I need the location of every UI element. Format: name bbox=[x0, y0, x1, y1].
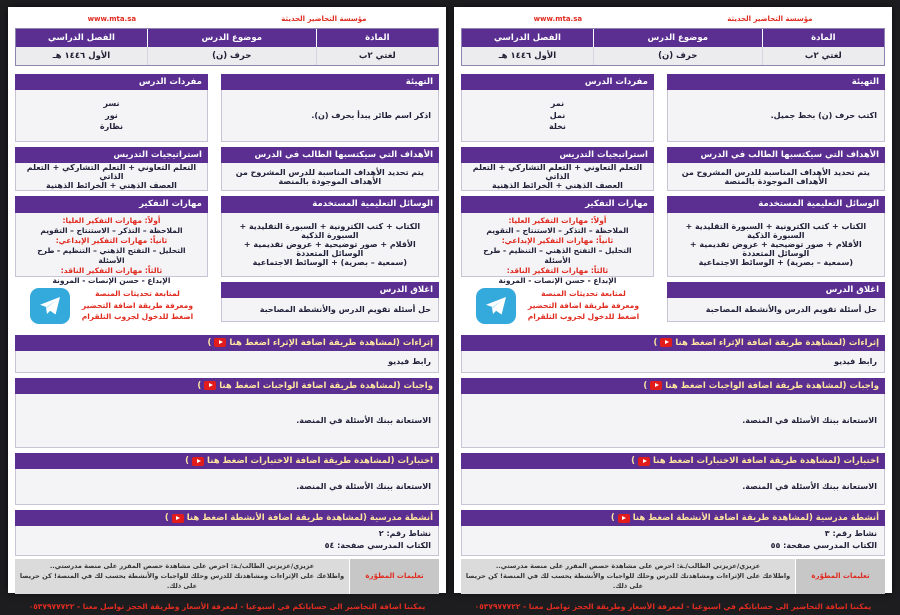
activity-number: نشاط رقم: ٣ bbox=[824, 529, 877, 539]
youtube-icon bbox=[650, 381, 662, 390]
enrichments-content: رابط فيديو bbox=[15, 351, 439, 373]
youtube-icon bbox=[214, 338, 226, 347]
col-header-semester: الفصل الدراسي bbox=[462, 29, 593, 47]
platform-instructions bbox=[461, 559, 885, 593]
telegram-promo[interactable] bbox=[15, 282, 208, 330]
col-header-topic: موضوع الدرس bbox=[593, 29, 762, 47]
contact-footer: يمكننا اضافة التحاضير الى حساباتكم في اسبوعيا - لمعرفة الأسعار وطريقة الحجز تواصل معنا - ٠٥٣٧٩٧٧٧٢٢ bbox=[28, 601, 426, 611]
school-activities-content bbox=[461, 526, 885, 556]
enrichments-header[interactable]: إثراءات (لمشاهدة طريقة اضافة الإثراء اضغط هنا ) bbox=[15, 335, 439, 351]
youtube-icon bbox=[660, 338, 672, 347]
section-header-strategies: استراتيجيات التدريس bbox=[461, 147, 654, 163]
school-activities-header[interactable]: أنشطة مدرسية (لمشاهدة طريقة اضافة الأنشطة اضغط هنا ) bbox=[15, 510, 439, 526]
lesson-info-table bbox=[15, 28, 439, 66]
platform-instructions bbox=[15, 559, 439, 593]
book-page: الكتاب المدرسي صفحة: ٥٥ bbox=[770, 541, 877, 551]
lesson-page-right bbox=[454, 7, 892, 611]
homework-header[interactable]: واجبات (لمشاهدة طريقة اضافة الواجبات اضغط هنا ) bbox=[461, 378, 885, 394]
subject-value: لغتي ٢ب bbox=[316, 47, 438, 65]
book-page: الكتاب المدرسي صفحة: ٥٤ bbox=[324, 541, 431, 551]
col-header-topic: موضوع الدرس bbox=[147, 29, 316, 47]
semester-value: الأول ١٤٤٦ هـ bbox=[16, 47, 147, 65]
col-header-subject: المادة bbox=[762, 29, 884, 47]
youtube-icon bbox=[192, 457, 204, 466]
strategies-content: التعلم التعاوني + التعلم التشاركي + التعلم الذاتي العصف الذهني + الخرائط الذهنية bbox=[15, 163, 208, 191]
youtube-icon bbox=[618, 514, 630, 523]
section-header-thinking-skills: مهارات التفكير bbox=[461, 196, 654, 212]
website-link[interactable]: www.mta.sa bbox=[533, 15, 583, 23]
section-header-vocabulary: مفردات الدرس bbox=[461, 74, 654, 90]
semester-value: الأول ١٤٤٦ هـ bbox=[462, 47, 593, 65]
school-activities-content bbox=[15, 526, 439, 556]
homework-content: الاستعانة ببنك الأسئلة في المنصة. bbox=[461, 394, 885, 448]
contact-footer: يمكننا اضافة التحاضير الى حساباتكم في اسبوعيا - لمعرفة الأسعار وطريقة الحجز تواصل معنا - ٠٥٣٧٩٧٧٧٢٢ bbox=[474, 601, 872, 611]
youtube-icon bbox=[638, 457, 650, 466]
closing-content: حل أسئلة تقويم الدرس والأنشطة المصاحبة bbox=[221, 298, 439, 322]
page-meta bbox=[15, 15, 439, 23]
instructions-label: تعليمات المطوّرة bbox=[795, 559, 885, 593]
page-meta bbox=[461, 15, 885, 23]
homework-header[interactable]: واجبات (لمشاهدة طريقة اضافة الواجبات اضغط هنا ) bbox=[15, 378, 439, 394]
org-name: مؤسسة التحاضير الحديثة bbox=[281, 15, 367, 23]
topic-value: حرف (ن) bbox=[593, 47, 762, 65]
closing-content: حل أسئلة تقويم الدرس والأنشطة المصاحبة bbox=[667, 298, 885, 322]
section-header-teaching-aids: الوسائل التعليمية المستخدمة bbox=[667, 196, 885, 212]
section-header-strategies: استراتيجيات التدريس bbox=[15, 147, 208, 163]
section-header-teaching-aids: الوسائل التعليمية المستخدمة bbox=[221, 196, 439, 212]
section-header-closing: اغلاق الدرس bbox=[221, 282, 439, 298]
section-header-warmup: التهيئة bbox=[221, 74, 439, 90]
section-header-vocabulary: مفردات الدرس bbox=[15, 74, 208, 90]
teaching-aids-content: الكتاب + كتب الكترونية + السبورة التقليدية + السبورة الذكية الأقلام + صور توضيحية + عروض تقديمية + الوسائل المتعددة (سمعية – بصرية) + الوسائط الاجتماعية bbox=[667, 213, 885, 277]
warmup-content: اكتب حرف (ن) بخط جميل. bbox=[667, 90, 885, 142]
section-header-goals: الأهداف التي سيكتسبها الطالب في الدرس bbox=[221, 147, 439, 163]
telegram-promo-text: لمتابعة تحديثات المنصة ومعرفة طريقة اضافة التحضير اضغط للدخول لجروب التلقرام bbox=[81, 289, 194, 322]
youtube-icon bbox=[204, 381, 216, 390]
vocabulary-content: نمر نمل نخلة bbox=[461, 90, 654, 142]
lesson-page-left bbox=[8, 7, 446, 611]
telegram-icon[interactable] bbox=[30, 288, 70, 324]
org-name: مؤسسة التحاضير الحديثة bbox=[727, 15, 813, 23]
thinking-skills-content: أولاً: مهارات التفكير العليا: الملاحظة – التذكر – الاستنتاج – التقويم ثانياً: مهارات التفكير الإبداعي: التحليل – التفتح الذهني – التنظيم - طرح الأسئلة ثالثاً: مهارات التفكير الناقد: الإبداع - حسن الإنصات - المرونة bbox=[461, 213, 654, 277]
enrichments-header[interactable]: إثراءات (لمشاهدة طريقة اضافة الإثراء اضغط هنا ) bbox=[461, 335, 885, 351]
goals-content: يتم تحديد الأهداف المناسبة للدرس المشروح من الأهداف الموجودة بالمنصة bbox=[667, 163, 885, 191]
homework-content: الاستعانة ببنك الأسئلة في المنصة. bbox=[15, 394, 439, 448]
instructions-text: عزيزي/عزيزتي الطالب/ـة: احرص على مشاهدة حصص المقرر على منصة مدرستي.. واطلاعك على الإثراءات ومشاهدتك للدرس وحلك للواجبات والأنشطة يحسب لك في المنصة! كن حريصا على ذلك. bbox=[461, 559, 795, 593]
section-header-thinking-skills: مهارات التفكير bbox=[15, 196, 208, 212]
instructions-label: تعليمات المطوّرة bbox=[349, 559, 439, 593]
exams-header[interactable]: اختبارات (لمشاهدة طريقة اضافة الاختبارات اضغط هنا ) bbox=[461, 453, 885, 469]
vocabulary-content: نسر نور نظارة bbox=[15, 90, 208, 142]
telegram-promo-text: لمتابعة تحديثات المنصة ومعرفة طريقة اضافة التحضير اضغط للدخول لجروب التلقرام bbox=[527, 289, 640, 322]
col-header-subject: المادة bbox=[316, 29, 438, 47]
exams-content: الاستعانة ببنك الأسئلة في المنصة. bbox=[461, 469, 885, 505]
teaching-aids-content: الكتاب + كتب الكترونية + السبورة التقليدية + السبورة الذكية الأقلام + صور توضيحية + عروض تقديمية + الوسائل المتعددة (سمعية – بصرية) + الوسائط الاجتماعية bbox=[221, 213, 439, 277]
thinking-skills-content: أولاً: مهارات التفكير العليا: الملاحظة – التذكر – الاستنتاج – التقويم ثانياً: مهارات التفكير الإبداعي: التحليل – التفتح الذهني – التنظيم - طرح الأسئلة ثالثاً: مهارات التفكير الناقد: الإبداع - حسن الإنصات - المرونة bbox=[15, 213, 208, 277]
telegram-promo[interactable] bbox=[461, 282, 654, 330]
section-header-warmup: التهيئة bbox=[667, 74, 885, 90]
instructions-text: عزيزي/عزيزتي الطالب/ـة: احرص على مشاهدة حصص المقرر على منصة مدرستي.. واطلاعك على الإثراءات ومشاهدتك للدرس وحلك للواجبات والأنشطة يحسب لك في المنصة! كن حريصا على ذلك. bbox=[15, 559, 349, 593]
col-header-semester: الفصل الدراسي bbox=[16, 29, 147, 47]
goals-content: يتم تحديد الأهداف المناسبة للدرس المشروح من الأهداف الموجودة بالمنصة bbox=[221, 163, 439, 191]
exams-content: الاستعانة ببنك الأسئلة في المنصة. bbox=[15, 469, 439, 505]
youtube-icon bbox=[172, 514, 184, 523]
subject-value: لغتي ٢ب bbox=[762, 47, 884, 65]
activity-number: نشاط رقم: ٢ bbox=[378, 529, 431, 539]
lesson-info-table bbox=[461, 28, 885, 66]
strategies-content: التعلم التعاوني + التعلم التشاركي + التعلم الذاتي العصف الذهني + الخرائط الذهنية bbox=[461, 163, 654, 191]
section-header-closing: اغلاق الدرس bbox=[667, 282, 885, 298]
school-activities-header[interactable]: أنشطة مدرسية (لمشاهدة طريقة اضافة الأنشطة اضغط هنا ) bbox=[461, 510, 885, 526]
topic-value: حرف (ن) bbox=[147, 47, 316, 65]
section-header-goals: الأهداف التي سيكتسبها الطالب في الدرس bbox=[667, 147, 885, 163]
telegram-icon[interactable] bbox=[476, 288, 516, 324]
website-link[interactable]: www.mta.sa bbox=[87, 15, 137, 23]
warmup-content: اذكر اسم طائر يبدأ بحرف (ن). bbox=[221, 90, 439, 142]
enrichments-content: رابط فيديو bbox=[461, 351, 885, 373]
exams-header[interactable]: اختبارات (لمشاهدة طريقة اضافة الاختبارات اضغط هنا ) bbox=[15, 453, 439, 469]
